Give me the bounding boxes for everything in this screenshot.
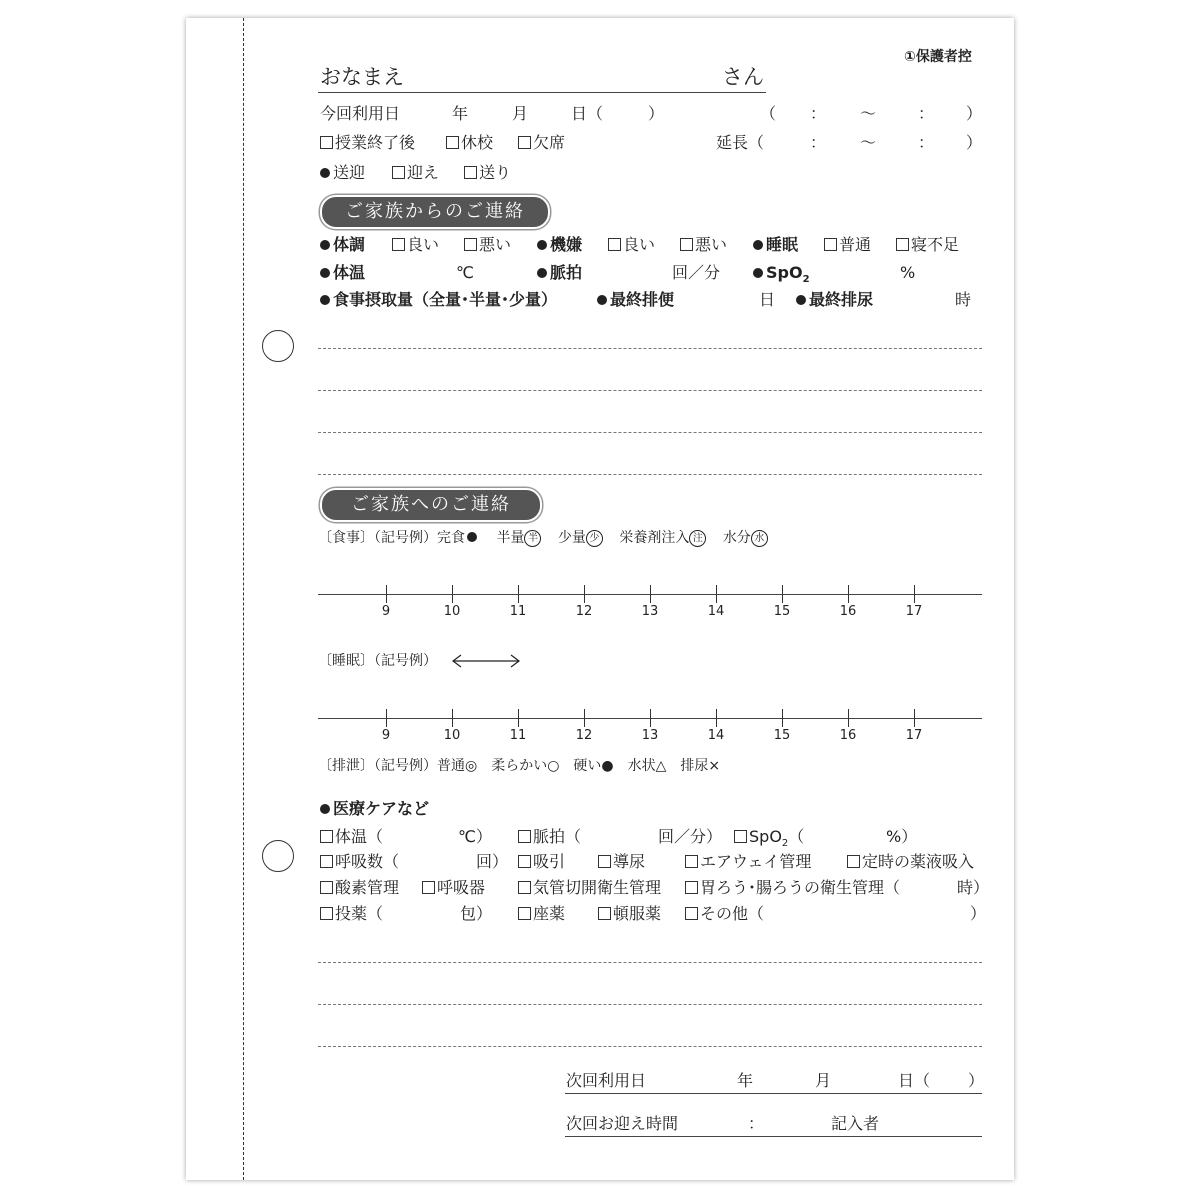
condition-label	[320, 237, 365, 253]
med-spo2-unit: %）	[886, 827, 918, 846]
checkbox-icon	[685, 855, 698, 868]
timeline-hour-label: 13	[641, 604, 659, 619]
day-label: 日（	[898, 1071, 931, 1090]
timeline-tick	[452, 585, 453, 603]
lack-sleep-label: 寝不足	[911, 235, 960, 254]
timeline-hour-label: 14	[707, 728, 725, 743]
absent-label: 欠席	[533, 133, 566, 152]
checkbox-airway[interactable]	[685, 854, 811, 870]
mood-good-label: 良い	[623, 235, 656, 254]
checkbox-condition-bad[interactable]	[464, 237, 511, 253]
transport-text: 送迎	[333, 163, 366, 182]
checkbox-mood-good[interactable]	[608, 237, 655, 253]
temp-label	[320, 265, 365, 281]
time-tilde: ～	[860, 133, 877, 152]
spo2-text: SpO	[766, 263, 803, 282]
checkbox-mood-bad[interactable]	[680, 237, 727, 253]
little-label: 少量	[557, 530, 586, 546]
next-pickup-label: 次回お迎え時間	[566, 1114, 679, 1133]
sleep-legend: 〔睡眠〕（記号例）	[318, 653, 437, 669]
dropoff-label: 送り	[479, 163, 512, 182]
to-family-heading: ご家族へのご連絡	[320, 488, 542, 522]
meal-intake-label	[320, 292, 557, 308]
mood-label	[537, 237, 582, 253]
time-tilde: ～	[860, 104, 877, 123]
medication-label: 投薬（	[335, 904, 384, 923]
timeline-hour-label: 15	[773, 728, 791, 743]
meal-label: 〔食事〕（記号例）完食	[318, 530, 465, 546]
checkbox-closed[interactable]	[446, 135, 493, 151]
paren-close: ）	[966, 133, 983, 152]
pulse-text: 脈拍	[550, 263, 583, 282]
timeline-hour-label: 16	[839, 604, 857, 619]
checkbox-catheter[interactable]	[598, 854, 645, 870]
checkbox-icon	[518, 855, 531, 868]
timeline-tick	[584, 585, 585, 603]
checkbox-med-pulse[interactable]	[518, 829, 581, 845]
last-stool-text: 最終排便	[610, 290, 675, 309]
checkbox-icon	[518, 881, 531, 894]
timeline-tick	[386, 585, 387, 603]
checkbox-oxygen[interactable]	[320, 880, 399, 896]
med-pulse-unit: 回／分）	[658, 827, 723, 846]
medical-heading-text: 医療ケアなど	[333, 799, 430, 818]
resp-label: 呼吸数（	[335, 852, 400, 871]
bullet-icon	[320, 268, 330, 278]
timeline-hour-label: 10	[443, 604, 461, 619]
med-spo2-label: SpO	[749, 827, 782, 846]
name-suffix: さん	[722, 65, 764, 89]
oxygen-label: 酸素管理	[335, 878, 400, 897]
mood-text: 機嫌	[550, 235, 583, 254]
bullet-icon	[320, 295, 330, 305]
checkbox-after-school[interactable]	[320, 135, 415, 151]
bad-label: 悪い	[479, 235, 512, 254]
timeline-tick	[650, 585, 651, 603]
timeline-tick	[650, 709, 651, 727]
checkbox-icon	[598, 907, 611, 920]
sleep-label	[753, 237, 798, 253]
timeline-hour-label: 13	[641, 728, 659, 743]
inhalation-label: 定時の薬液吸入	[862, 852, 975, 871]
checkbox-icon	[320, 907, 333, 920]
water-symbol: 水	[751, 530, 768, 547]
spo2-label	[753, 265, 810, 285]
checkbox-pickup[interactable]	[392, 165, 439, 181]
timeline-hour-label: 10	[443, 728, 461, 743]
time-colon: ：	[810, 133, 827, 152]
timeline-hour-label: 9	[381, 604, 391, 619]
bullet-icon	[537, 240, 547, 250]
checkbox-icon	[598, 855, 611, 868]
double-arrow-icon	[451, 653, 521, 669]
bullet-icon	[796, 295, 806, 305]
timeline-hour-label: 14	[707, 604, 725, 619]
name-underline	[318, 92, 766, 93]
checkbox-trach[interactable]	[518, 880, 661, 896]
from-family-heading: ご家族からのご連絡	[320, 195, 550, 229]
bullet-icon	[320, 168, 330, 178]
urine-unit: 時	[955, 290, 972, 309]
checkbox-suppository[interactable]	[518, 906, 565, 922]
excretion-legend: 〔排泄〕（記号例）普通◎ 柔らかい○ 硬い● 水状△ 排尿×	[318, 758, 721, 774]
note-line[interactable]	[318, 1004, 982, 1005]
after-school-label: 授業終了後	[335, 133, 416, 152]
paren-close: ）	[970, 904, 987, 923]
time-colon: ：	[918, 133, 935, 152]
bullet-icon	[753, 268, 763, 278]
checkbox-dropoff[interactable]	[464, 165, 511, 181]
mood-bad-label: 悪い	[695, 235, 728, 254]
checkbox-icon	[464, 166, 477, 179]
checkbox-icon	[824, 238, 837, 251]
checkbox-icon	[608, 238, 621, 251]
checkbox-ventilator[interactable]	[422, 880, 485, 896]
checkbox-sleep-normal[interactable]	[824, 237, 871, 253]
next-date-underline	[565, 1093, 982, 1094]
nutrition-symbol: 注	[689, 530, 706, 547]
spo2-unit: %	[900, 263, 916, 282]
time-colon: ：	[810, 104, 827, 123]
airway-label: エアウェイ管理	[700, 852, 812, 871]
last-urine-text: 最終排尿	[809, 290, 874, 309]
next-date-label: 次回利用日	[566, 1071, 647, 1090]
resp-unit: 回）	[476, 852, 509, 871]
day-label: 日（	[571, 104, 604, 123]
checkbox-other[interactable]	[685, 906, 764, 922]
binder-hole	[262, 840, 294, 872]
pulse-unit: 回／分	[672, 263, 721, 282]
spo2-subscript: 2	[802, 274, 810, 286]
pickup-label: 迎え	[407, 163, 440, 182]
checkbox-icon	[320, 881, 333, 894]
suction-label: 吸引	[533, 852, 566, 871]
timeline-tick	[914, 709, 915, 727]
spo2-subscript: 2	[781, 838, 789, 850]
normal-label: 普通	[839, 235, 872, 254]
timeline-tick	[386, 709, 387, 727]
checkbox-suction[interactable]	[518, 854, 565, 870]
extension-label: 延長（	[716, 133, 765, 152]
timeline-tick	[782, 585, 783, 603]
paren-close: ）	[968, 1071, 985, 1090]
next-pickup-underline	[565, 1136, 982, 1137]
checkbox-sleep-lack[interactable]	[896, 237, 959, 253]
transport-label	[320, 165, 365, 181]
timeline-tick	[584, 709, 585, 727]
perforation-line	[243, 18, 244, 1180]
timeline-tick	[452, 709, 453, 727]
nutrition-label: 栄養剤注入	[619, 530, 690, 546]
checkbox-icon	[320, 136, 333, 149]
checkbox-icon	[896, 238, 909, 251]
pulse-label	[537, 265, 582, 281]
timeline-tick	[716, 709, 717, 727]
water-label: 水分	[722, 530, 751, 546]
writer-label: 記入者	[831, 1114, 880, 1133]
sleep-text: 睡眠	[766, 235, 799, 254]
checkbox-icon	[680, 238, 693, 251]
meal-intake-text: 食事摂取量（全量･半量･少量）	[333, 290, 558, 309]
temp-text: 体温	[333, 263, 366, 282]
bullet-icon	[597, 295, 607, 305]
med-unit: 包）	[460, 904, 493, 923]
checkbox-med-temp[interactable]	[320, 829, 383, 845]
checkbox-icon	[392, 238, 405, 251]
checkbox-icon	[518, 830, 531, 843]
checkbox-icon	[847, 855, 860, 868]
checkbox-resp[interactable]	[320, 854, 399, 870]
closed-label: 休校	[461, 133, 494, 152]
paren-close: ）	[648, 104, 665, 123]
year-label: 年	[737, 1071, 754, 1090]
paren-open: （	[788, 827, 805, 846]
bullet-icon	[537, 268, 547, 278]
timeline-tick	[914, 585, 915, 603]
catheter-label: 導尿	[613, 852, 646, 871]
visit-date-label: 今回利用日	[320, 104, 401, 123]
timeline-hour-label: 11	[509, 728, 527, 743]
suppository-label: 座薬	[533, 904, 566, 923]
checkbox-icon	[320, 855, 333, 868]
checkbox-inhalation[interactable]	[847, 854, 974, 870]
paren-close: ）	[966, 104, 983, 123]
half-label: 半量	[496, 530, 525, 546]
med-temp-unit: ℃）	[458, 827, 492, 846]
bullet-icon	[320, 804, 330, 814]
gastro-unit: 時）	[957, 878, 990, 897]
last-urine-label	[796, 292, 873, 308]
binder-hole	[262, 330, 294, 362]
note-line[interactable]	[318, 474, 982, 475]
form-sheet	[186, 18, 1014, 1180]
timeline-hour-label: 12	[575, 604, 593, 619]
timeline-tick	[848, 585, 849, 603]
half-symbol: 半	[524, 530, 541, 547]
stool-unit: 日	[759, 290, 776, 309]
checkbox-icon	[422, 881, 435, 894]
med-temp-label: 体温（	[335, 827, 384, 846]
note-line[interactable]	[318, 390, 982, 391]
medical-heading	[320, 801, 429, 817]
timeline-tick	[716, 585, 717, 603]
timeline-tick	[848, 709, 849, 727]
condition-text: 体調	[333, 235, 366, 254]
timeline-tick	[518, 585, 519, 603]
note-line[interactable]	[318, 432, 982, 433]
checkbox-icon	[685, 881, 698, 894]
time-colon: ：	[748, 1114, 765, 1133]
note-line[interactable]	[318, 348, 982, 349]
checkbox-icon	[518, 136, 531, 149]
checkbox-icon	[685, 907, 698, 920]
checkbox-icon	[518, 907, 531, 920]
note-line[interactable]	[318, 962, 982, 963]
time-colon: ：	[918, 104, 935, 123]
good-label: 良い	[407, 235, 440, 254]
checkbox-prn[interactable]	[598, 906, 661, 922]
paren-open: （	[760, 104, 777, 123]
ventilator-label: 呼吸器	[437, 878, 486, 897]
other-label: その他（	[700, 904, 765, 923]
prn-label: 頓服薬	[613, 904, 662, 923]
temp-unit: ℃	[456, 263, 474, 282]
gastro-label: 胃ろう･腸ろうの衛生管理（	[700, 878, 901, 897]
last-stool-label	[597, 292, 674, 308]
timeline-hour-label: 9	[381, 728, 391, 743]
timeline-hour-label: 11	[509, 604, 527, 619]
timeline-hour-label: 17	[905, 728, 923, 743]
timeline-hour-label: 16	[839, 728, 857, 743]
timeline-hour-label: 12	[575, 728, 593, 743]
bullet-icon	[753, 240, 763, 250]
bullet-icon	[320, 240, 330, 250]
checkbox-absent[interactable]	[518, 135, 565, 151]
year-label: 年	[452, 104, 469, 123]
checkbox-gastro[interactable]	[685, 880, 900, 896]
checkbox-condition-good[interactable]	[392, 237, 439, 253]
checkbox-icon	[320, 830, 333, 843]
med-pulse-label: 脈拍（	[533, 827, 582, 846]
name-label: おなまえ	[320, 65, 404, 89]
checkbox-icon	[446, 136, 459, 149]
month-label: 月	[512, 104, 529, 123]
checkbox-icon	[392, 166, 405, 179]
timeline-hour-label: 17	[905, 604, 923, 619]
timeline-tick	[782, 709, 783, 727]
checkbox-medication[interactable]	[320, 906, 383, 922]
note-line[interactable]	[318, 1046, 982, 1047]
timeline-tick	[518, 709, 519, 727]
copy-label: ①保護者控	[904, 49, 972, 65]
checkbox-icon	[734, 830, 747, 843]
checkbox-med-spo2[interactable]	[734, 829, 804, 849]
complete-symbol-icon	[467, 532, 477, 542]
meal-legend	[318, 530, 768, 547]
month-label: 月	[815, 1071, 832, 1090]
timeline-hour-label: 15	[773, 604, 791, 619]
trach-label: 気管切開衛生管理	[533, 878, 662, 897]
checkbox-icon	[464, 238, 477, 251]
little-symbol: 少	[586, 530, 603, 547]
